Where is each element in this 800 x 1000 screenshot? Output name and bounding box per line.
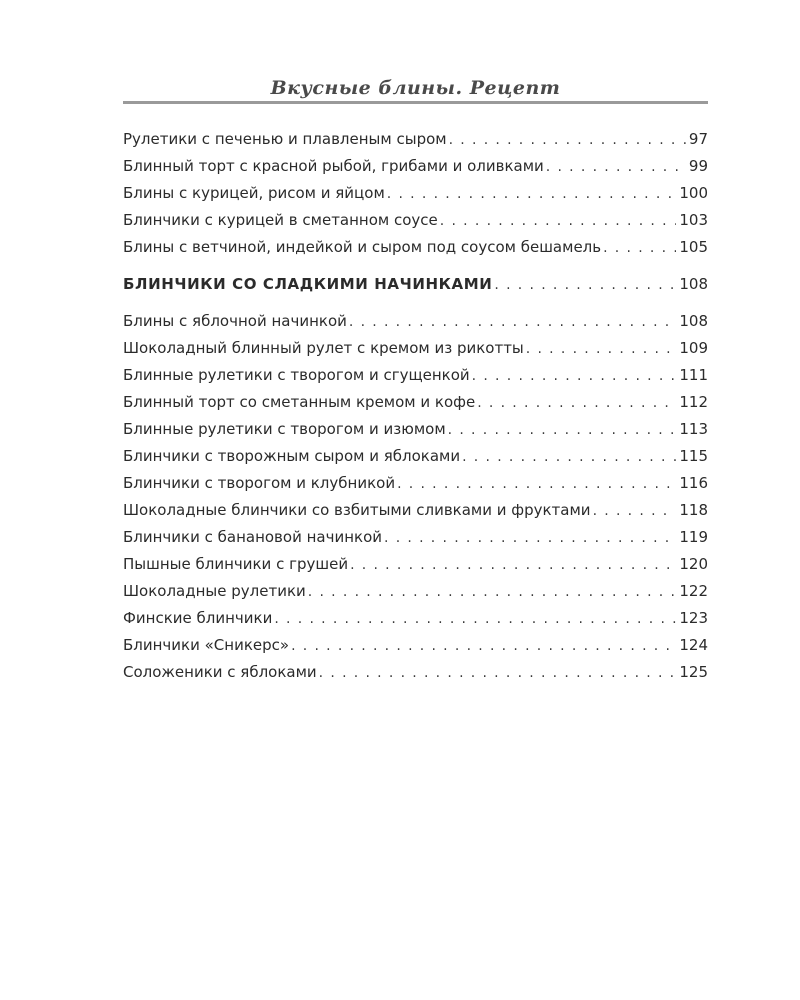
toc-entry[interactable] bbox=[123, 527, 708, 554]
toc-entry[interactable] bbox=[123, 392, 708, 419]
toc-dot-leader bbox=[397, 474, 676, 494]
toc-entry-page: 119 bbox=[679, 528, 708, 546]
toc-dot-leader bbox=[462, 447, 676, 467]
toc-entry-page: 100 bbox=[679, 184, 708, 202]
toc-entry[interactable] bbox=[123, 662, 708, 689]
toc-entry[interactable] bbox=[123, 554, 708, 581]
toc-entry[interactable] bbox=[123, 446, 708, 473]
toc-entry-title: Пышные блинчики с грушей bbox=[123, 555, 349, 573]
toc-dot-leader bbox=[387, 184, 677, 204]
toc-entry-page: 105 bbox=[679, 238, 708, 256]
toc-entry[interactable] bbox=[123, 129, 708, 156]
toc-entry-title: Рулетики с печенью и плавленым сыром bbox=[123, 130, 447, 148]
toc-entry[interactable] bbox=[123, 635, 708, 662]
toc-dot-leader bbox=[291, 636, 676, 656]
toc-entry-page: 116 bbox=[679, 474, 708, 492]
toc-entry-page: 123 bbox=[679, 609, 708, 627]
toc-dot-leader bbox=[546, 157, 686, 177]
toc-entry-page: 99 bbox=[688, 157, 708, 175]
toc-dot-leader bbox=[319, 663, 677, 683]
toc-entry-page: 113 bbox=[679, 420, 708, 438]
toc-entry-page: 109 bbox=[679, 339, 708, 357]
toc-group-before bbox=[123, 129, 708, 264]
toc-entry-title: Шоколадные блинчики со взбитыми сливками и фруктами bbox=[123, 501, 591, 519]
toc-entry-page: 120 bbox=[679, 555, 708, 573]
toc-entry-page: 103 bbox=[679, 211, 708, 229]
toc-entry-title: Шоколадный блинный рулет с кремом из рикотты bbox=[123, 339, 524, 357]
toc-dot-leader bbox=[477, 393, 676, 413]
toc-entry-title: Блины с яблочной начинкой bbox=[123, 312, 347, 330]
toc-dot-leader bbox=[350, 555, 676, 575]
toc-entry[interactable] bbox=[123, 581, 708, 608]
toc-entry-title: Финские блинчики bbox=[123, 609, 273, 627]
toc-dot-leader bbox=[472, 366, 677, 386]
toc-entry-page: 111 bbox=[679, 366, 708, 384]
toc-entry[interactable] bbox=[123, 156, 708, 183]
toc-entry-title: Блинный торт с красной рыбой, грибами и оливками bbox=[123, 157, 544, 175]
toc-entry-title: Шоколадные рулетики bbox=[123, 582, 306, 600]
toc-entry-title: Блинные рулетики с творогом и сгущенкой bbox=[123, 366, 470, 384]
toc-entry-page: 122 bbox=[679, 582, 708, 600]
toc-dot-leader bbox=[448, 420, 677, 440]
toc-entry[interactable] bbox=[123, 183, 708, 210]
toc-entry-title: Блинчики «Сникерс» bbox=[123, 636, 290, 654]
toc-entry-title: Блинные рулетики с творогом и изюмом bbox=[123, 420, 446, 438]
toc-dot-leader bbox=[494, 275, 676, 295]
toc-entry-title: Блинный торт со сметанным кремом и кофе bbox=[123, 393, 476, 411]
toc-dot-leader bbox=[384, 528, 676, 548]
toc-dot-leader bbox=[308, 582, 677, 602]
toc-entry-page: 118 bbox=[679, 501, 708, 519]
toc-entry[interactable] bbox=[123, 365, 708, 392]
toc-entry-page: 124 bbox=[679, 636, 708, 654]
toc-entry[interactable] bbox=[123, 473, 708, 500]
toc-entry[interactable] bbox=[123, 338, 708, 365]
toc-section-title: БЛИНЧИКИ СО СЛАДКИМИ НАЧИНКАМИ bbox=[123, 275, 493, 293]
toc-entry-title: Соложеники с яблоками bbox=[123, 663, 317, 681]
toc-entry[interactable] bbox=[123, 419, 708, 446]
running-title: Вкусные блины. Рецепт bbox=[270, 77, 561, 99]
toc-entry[interactable] bbox=[123, 311, 708, 338]
toc-dot-leader bbox=[603, 238, 676, 258]
toc-entry-title: Блинчики с творогом и клубникой bbox=[123, 474, 396, 492]
toc-section-heading[interactable] bbox=[123, 274, 708, 301]
toc-dot-leader bbox=[526, 339, 677, 359]
toc-entry[interactable] bbox=[123, 237, 708, 264]
toc-entry-page: 125 bbox=[679, 663, 708, 681]
toc-entry-title: Блинчики с творожным сыром и яблоками bbox=[123, 447, 461, 465]
book-page bbox=[123, 0, 708, 689]
toc-dot-leader bbox=[349, 312, 676, 332]
toc-group-after bbox=[123, 311, 708, 689]
table-of-contents bbox=[123, 129, 708, 689]
toc-entry[interactable] bbox=[123, 608, 708, 635]
header-rule bbox=[123, 101, 708, 104]
toc-entry[interactable] bbox=[123, 500, 708, 527]
toc-dot-leader bbox=[593, 501, 677, 521]
toc-dot-leader bbox=[449, 130, 686, 150]
toc-entry-title: Блинчики с банановой начинкой bbox=[123, 528, 382, 546]
toc-entry[interactable] bbox=[123, 210, 708, 237]
toc-entry-page: 112 bbox=[679, 393, 708, 411]
toc-entry-title: Блинчики с курицей в сметанном соусе bbox=[123, 211, 438, 229]
toc-section-page: 108 bbox=[679, 275, 708, 293]
toc-entry-page: 97 bbox=[688, 130, 708, 148]
toc-entry-title: Блины с курицей, рисом и яйцом bbox=[123, 184, 385, 202]
toc-dot-leader bbox=[440, 211, 677, 231]
toc-entry-title: Блины с ветчиной, индейкой и сыром под соусом бешамель bbox=[123, 238, 602, 256]
toc-entry-page: 108 bbox=[679, 312, 708, 330]
toc-entry-page: 115 bbox=[679, 447, 708, 465]
toc-dot-leader bbox=[274, 609, 676, 629]
